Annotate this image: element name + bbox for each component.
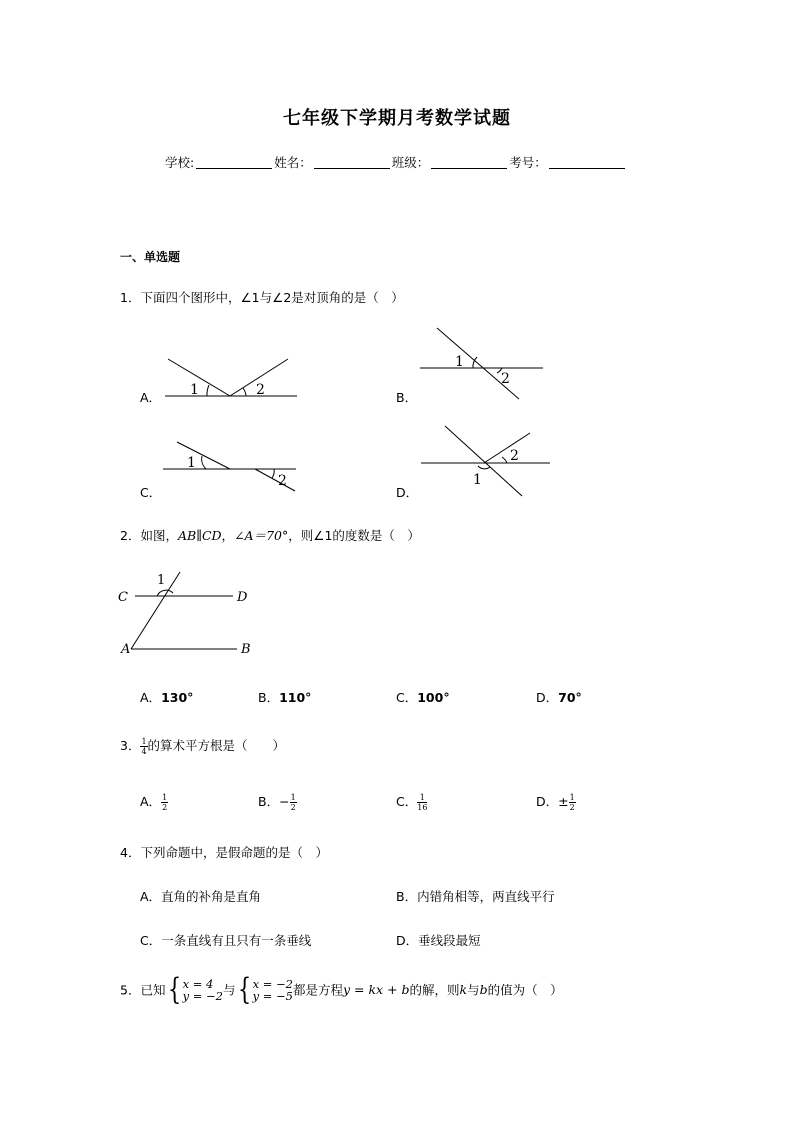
q2-option-a <box>140 688 193 706</box>
option-letter: A． <box>140 690 162 705</box>
q2-option-d <box>536 688 582 706</box>
denominator: 2 <box>290 803 296 812</box>
q1-figure-d <box>418 422 553 500</box>
separator: ， <box>221 528 235 543</box>
question-5 <box>120 972 563 1007</box>
numerator: 1 <box>569 793 575 802</box>
question-number: 2． <box>120 528 141 543</box>
option-letter: C． <box>396 794 418 809</box>
q1-option-b-label: B． <box>396 390 418 405</box>
linear-equation: y = kx + b <box>343 982 410 997</box>
angle-label-1: 1 <box>455 354 464 370</box>
numerator: 1 <box>290 793 296 802</box>
angle-1-label: 1 <box>157 573 166 588</box>
option-sign: ± <box>558 794 569 809</box>
angle-label-1: 1 <box>187 455 196 471</box>
angle-label-2: 2 <box>510 448 519 464</box>
option-fraction <box>569 793 576 812</box>
question-text: 与 <box>467 982 480 998</box>
question-3 <box>120 736 285 756</box>
school-blank <box>196 156 272 169</box>
q1-figure-b <box>415 325 550 405</box>
question-text: 的值为（ ） <box>487 982 563 998</box>
q1-option-d-label: D． <box>396 485 419 500</box>
option-value: 70° <box>558 690 582 705</box>
angle-a-value: ∠A＝70° <box>234 528 289 543</box>
option-letter: A． <box>140 794 162 809</box>
student-info-line <box>165 153 627 171</box>
q1-option-a-label: A． <box>140 390 162 405</box>
left-brace: { <box>238 972 252 1007</box>
class-label: 班级： <box>391 155 430 170</box>
q4-option-a: A．直角的补角是直角 <box>140 889 262 904</box>
name-blank <box>314 156 390 169</box>
denominator: 4 <box>141 747 147 756</box>
option-fraction <box>290 793 297 812</box>
school-label: 学校: <box>165 155 195 170</box>
left-brace: { <box>168 972 182 1007</box>
numerator: 1 <box>162 793 168 802</box>
angle-label-2: 2 <box>256 382 265 398</box>
name-label: 姓名： <box>274 155 312 170</box>
angle-label-2: 2 <box>501 371 510 387</box>
question-text: 已知 <box>140 982 166 998</box>
id-label: 考号： <box>509 155 547 170</box>
angle-label-2: 2 <box>278 473 287 489</box>
question-text-suffix: ，则∠1的度数是（ ） <box>288 528 420 543</box>
section-heading: 一、单选题 <box>120 250 181 264</box>
question-text: 如图， <box>140 528 178 543</box>
point-a-label: A <box>121 642 131 657</box>
variable-b: b <box>479 982 488 997</box>
numerator: 1 <box>417 793 427 803</box>
q4-option-b: B．内错角相等，两直线平行 <box>396 889 555 904</box>
question-4 <box>120 843 328 861</box>
question-1 <box>120 288 404 306</box>
class-blank <box>431 156 507 169</box>
q2-option-c <box>396 688 450 706</box>
q4-option-c: C．一条直线有且只有一条垂线 <box>140 933 312 948</box>
q4-option-d: D．垂线段最短 <box>396 933 481 948</box>
question-number: 1． <box>120 290 141 305</box>
connector-text: 与 <box>222 982 236 998</box>
question-text: 都是方程 <box>292 982 343 998</box>
q3-option-c <box>396 792 427 812</box>
q1-figure-a <box>160 352 300 402</box>
question-number: 4． <box>120 845 141 860</box>
question-text: 的算术平方根是（ ） <box>147 738 286 753</box>
denominator: 2 <box>162 803 168 812</box>
q1-figure-c <box>160 438 300 493</box>
question-text: 下列命题中，是假命题的是（ ） <box>140 845 328 860</box>
option-fraction <box>417 793 427 812</box>
point-c-label: C <box>118 590 128 605</box>
option-sign: − <box>279 794 290 809</box>
q1-option-c-label: C． <box>140 485 162 500</box>
system-line: x = −2 <box>252 976 293 991</box>
denominator: 2 <box>569 803 575 812</box>
q3-option-d <box>536 792 576 812</box>
option-value: 130° <box>161 690 194 705</box>
angle-label-1: 1 <box>190 382 199 398</box>
q3-option-a <box>140 792 168 812</box>
page-title: 七年级下学期月考数学试题 <box>283 108 511 129</box>
option-letter: D． <box>536 690 559 705</box>
variable-k: k <box>459 982 468 997</box>
id-blank <box>549 156 625 169</box>
point-b-label: B <box>241 642 251 657</box>
system-line: x = 4 <box>182 976 214 991</box>
option-letter: B． <box>258 690 280 705</box>
equation-system-2 <box>253 978 293 1002</box>
question-text: 下面四个图形中，∠1与∠2是对顶角的是（ ） <box>140 290 404 305</box>
angle-label-1: 1 <box>473 472 482 488</box>
numerator: 1 <box>141 737 147 746</box>
parallel-statement: AB∥CD <box>177 528 222 543</box>
q3-option-b <box>258 792 297 812</box>
q2-option-b <box>258 688 311 706</box>
question-number: 5． <box>120 982 141 998</box>
option-letter: D． <box>536 794 559 809</box>
equation-system-1 <box>183 978 223 1002</box>
question-number: 3． <box>120 738 141 753</box>
option-value: 110° <box>279 690 312 705</box>
option-fraction <box>161 793 168 812</box>
q2-figure <box>115 565 265 660</box>
question-2 <box>120 526 420 544</box>
denominator: 16 <box>417 803 428 812</box>
option-letter: B． <box>258 794 280 809</box>
system-line: y = −2 <box>182 988 223 1003</box>
question-text: 的解，则 <box>409 982 460 998</box>
fraction-one-quarter <box>140 737 147 756</box>
point-d-label: D <box>237 590 248 605</box>
option-letter: C． <box>396 690 418 705</box>
system-line: y = −5 <box>252 988 293 1003</box>
option-value: 100° <box>417 690 450 705</box>
